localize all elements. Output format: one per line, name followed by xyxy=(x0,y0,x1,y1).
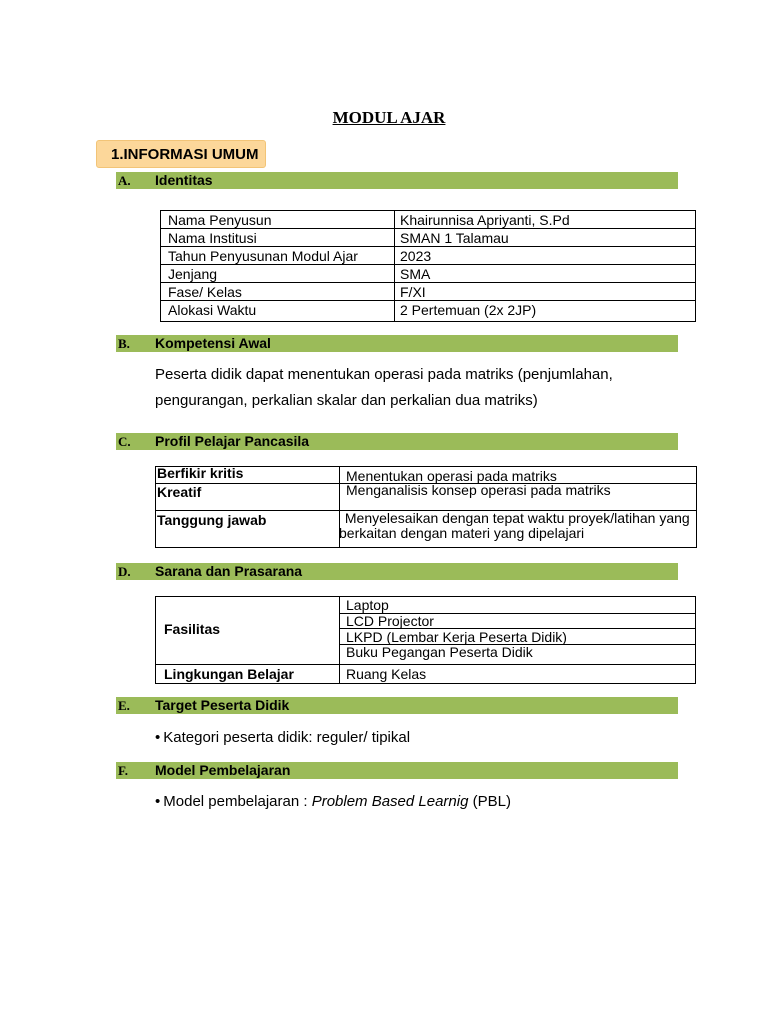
profil-table xyxy=(155,466,697,548)
identitas-label: Jenjang xyxy=(168,266,218,282)
identitas-value: SMA xyxy=(400,266,431,282)
profil-value: Menganalisis konsep operasi pada matriks xyxy=(346,482,611,498)
page-title: MODUL AJAR xyxy=(332,108,446,127)
model-suffix: (PBL) xyxy=(468,793,511,810)
target-bullet-item xyxy=(155,729,410,747)
profil-value: Menyelesaikan dengan tepat waktu proyek/latihan yang xyxy=(341,510,690,526)
identitas-label: Nama Institusi xyxy=(168,230,257,246)
profil-label: Tanggung jawab xyxy=(157,512,267,528)
section-header-a xyxy=(116,172,678,189)
section-letter: A. xyxy=(118,173,131,188)
bullet-icon: • xyxy=(155,793,161,810)
fasilitas-item: LCD Projector xyxy=(346,613,434,629)
model-name: Problem Based Learnig xyxy=(311,793,469,810)
section-header-d xyxy=(116,563,678,580)
identitas-label: Fase/ Kelas xyxy=(168,284,242,300)
table-row-line xyxy=(161,282,695,283)
identitas-value: 2 Pertemuan (2x 2JP) xyxy=(400,302,537,318)
kompetensi-text-line1: Peserta didik dapat menentukan operasi pada matriks (penjumlahan, xyxy=(155,366,613,383)
section-title: Target Peserta Didik xyxy=(155,697,290,713)
profil-label: Berfikir kritis xyxy=(157,465,244,481)
table-row-line xyxy=(156,664,695,665)
table-divider xyxy=(339,597,340,683)
identitas-value: 2023 xyxy=(400,248,432,264)
model-bullet-item xyxy=(155,793,511,811)
identitas-label: Nama Penyusun xyxy=(168,212,272,228)
section-header-e xyxy=(116,697,678,714)
profil-value: berkaitan dengan materi yang dipelajari xyxy=(339,525,585,541)
target-text: Kategori peserta didik: reguler/ tipikal xyxy=(163,729,411,746)
bullet-icon: • xyxy=(155,729,161,746)
fasilitas-item: Buku Pegangan Peserta Didik xyxy=(346,644,533,660)
fasilitas-item: LKPD (Lembar Kerja Peserta Didik) xyxy=(346,629,567,645)
section-chip-informasi-umum: 1.INFORMASI UMUM xyxy=(96,140,266,168)
profil-value: Menentukan operasi pada matriks xyxy=(346,468,557,484)
section-header-b xyxy=(116,335,678,352)
identitas-value: Khairunnisa Apriyanti, S.Pd xyxy=(400,212,570,228)
identitas-label: Tahun Penyusunan Modul Ajar xyxy=(168,248,358,264)
section-title: Model Pembelajaran xyxy=(155,762,291,778)
profil-label: Kreatif xyxy=(157,484,202,500)
identitas-label: Alokasi Waktu xyxy=(168,302,257,318)
fasilitas-item: Laptop xyxy=(346,597,389,613)
table-row-line xyxy=(161,300,695,301)
sarana-table xyxy=(155,596,696,684)
table-row-line xyxy=(161,228,695,229)
lingkungan-value: Ruang Kelas xyxy=(346,666,427,682)
table-row-line xyxy=(161,246,695,247)
table-row-line xyxy=(161,264,695,265)
section-title: Kompetensi Awal xyxy=(155,335,271,351)
section-letter: E. xyxy=(118,698,130,713)
fasilitas-label: Fasilitas xyxy=(164,621,221,637)
section-title: Identitas xyxy=(155,172,213,188)
model-prefix: Model pembelajaran : xyxy=(163,793,312,810)
section-title: Sarana dan Prasarana xyxy=(155,563,303,579)
lingkungan-label: Lingkungan Belajar xyxy=(164,666,294,682)
identitas-table xyxy=(160,210,696,322)
section-title: Profil Pelajar Pancasila xyxy=(155,433,310,449)
section-header-f xyxy=(116,762,678,779)
section-letter: C. xyxy=(118,434,131,449)
section-letter: F. xyxy=(118,763,128,778)
kompetensi-text-line2: pengurangan, perkalian skalar dan perkalian dua matriks) xyxy=(155,392,538,409)
identitas-value: SMAN 1 Talamau xyxy=(400,230,509,246)
section-header-c xyxy=(116,433,678,450)
identitas-value: F/XI xyxy=(400,284,426,300)
section-letter: B. xyxy=(118,336,130,351)
section-letter: D. xyxy=(118,564,131,579)
